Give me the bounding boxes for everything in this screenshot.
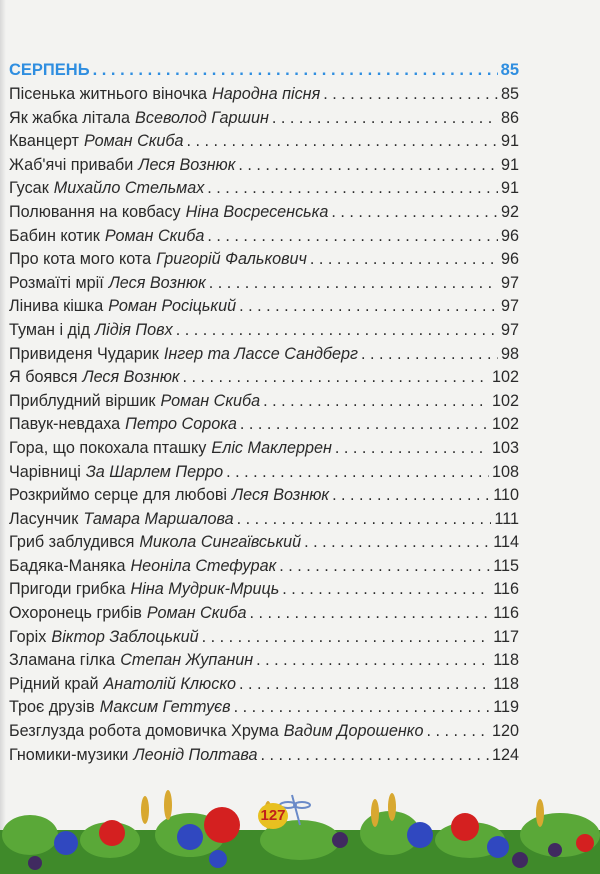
toc-entry (9, 179, 519, 203)
entry-title: Я боявся (9, 368, 78, 387)
leader-dots (331, 203, 498, 222)
leader-dots (310, 250, 498, 269)
entry-title: Туман і дід (9, 320, 91, 339)
toc-entry (9, 698, 519, 722)
entry-title: Про кота мого кота (9, 250, 152, 269)
leader-dots (234, 698, 491, 717)
entry-title: Лінива кішка (9, 297, 104, 316)
toc-entry (9, 722, 519, 746)
table-of-contents (9, 61, 519, 769)
leader-dots (238, 156, 498, 175)
leader-dots (187, 132, 498, 151)
toc-entry (9, 156, 519, 180)
leader-dots (332, 486, 490, 505)
entry-author: Віктор Заблоцький (51, 627, 199, 646)
entry-author: Еліс Маклеррен (211, 438, 332, 457)
entry-page: 102 (491, 368, 519, 387)
entry-title: Пригоди грибка (9, 580, 126, 599)
entry-title: Кванцерт (9, 132, 79, 151)
toc-entry (9, 368, 519, 392)
entry-author: Леся Вознюк (82, 368, 180, 387)
entry-author: Роман Росіцький (108, 297, 237, 316)
entry-page: 96 (500, 250, 519, 269)
leader-dots (237, 510, 492, 529)
toc-entry (9, 297, 519, 321)
entry-author: Анатолій Клюско (103, 674, 236, 693)
leader-dots (272, 109, 498, 128)
toc-entry (9, 109, 519, 133)
entry-title: Приблудний віршик (9, 391, 156, 410)
entry-author: Ніна Восресенська (185, 202, 329, 221)
entry-author: Інгер та Лассе Сандберг (163, 344, 359, 363)
entry-page: 86 (500, 108, 519, 127)
toc-entry (9, 392, 519, 416)
leader-dots (426, 722, 489, 741)
entry-page: 96 (500, 226, 519, 245)
toc-entry (9, 510, 519, 534)
entry-author: Роман Скиба (83, 132, 184, 151)
toc-entry (9, 250, 519, 274)
toc-entry (9, 533, 519, 557)
entry-page: 110 (493, 486, 519, 505)
entry-title: Пісенька житнього віночка (9, 85, 208, 103)
leader-dots (176, 321, 498, 340)
entry-title: Привиденя Чударик (9, 344, 159, 363)
section-page: 85 (500, 61, 519, 79)
entry-page: 114 (493, 533, 519, 552)
leader-dots (239, 297, 498, 316)
leader-dots (335, 439, 489, 458)
toc-entry (9, 604, 519, 628)
toc-entry (9, 580, 519, 604)
toc-entry (9, 415, 519, 439)
entry-page: 111 (494, 509, 519, 528)
leader-dots (304, 533, 490, 552)
toc-entry (9, 675, 519, 699)
entry-title: Полювання на ковбасу (9, 202, 181, 221)
entry-page: 116 (493, 604, 519, 623)
leader-dots (183, 368, 489, 387)
toc-entry (9, 463, 519, 487)
entry-page: 115 (493, 556, 519, 575)
entry-author: Петро Сорока (125, 415, 237, 434)
entry-page: 124 (491, 745, 519, 764)
leader-dots (263, 392, 489, 411)
leader-dots (226, 463, 489, 482)
entry-page: 97 (500, 297, 519, 316)
toc-entry (9, 132, 519, 156)
entry-title: Бадяка-Маняка (9, 556, 126, 575)
entry-author: Леонід Полтава (133, 745, 258, 764)
entry-title: Гусак (9, 179, 49, 198)
entry-author: Леся Вознюк (108, 273, 206, 292)
leader-dots (209, 274, 498, 293)
toc-entry (9, 321, 519, 345)
entry-page: 102 (491, 391, 519, 410)
entry-page: 91 (500, 155, 519, 174)
entry-page: 118 (493, 651, 519, 670)
entry-author: Вадим Дорошенко (283, 722, 424, 741)
entry-author: Неоніла Стефурак (130, 556, 277, 575)
entry-page: 118 (493, 674, 519, 693)
entry-author: Степан Жупанин (120, 651, 254, 670)
entry-page: 91 (500, 132, 519, 151)
entry-title: Безглузда робота домовичка Хрума (9, 722, 279, 741)
entry-title: Як жабка літала (9, 108, 131, 127)
entry-author: Лідія Повх (95, 320, 173, 339)
toc-entries (9, 85, 519, 769)
entry-author: Тамара Маршалова (83, 509, 234, 528)
toc-entry (9, 486, 519, 510)
leader-dots (207, 179, 498, 198)
leader-dots (249, 604, 490, 623)
entry-page: 102 (491, 415, 519, 434)
entry-title: Охоронець грибів (9, 604, 142, 623)
toc-entry (9, 651, 519, 675)
toc-entry (9, 85, 519, 109)
leader-dots (202, 628, 491, 647)
entry-page: 98 (500, 344, 519, 363)
toc-entry (9, 274, 519, 298)
entry-author: Михайло Стельмах (53, 179, 205, 198)
leader-dots (93, 61, 498, 80)
entry-title: Горіх (9, 627, 47, 646)
entry-page: 92 (500, 202, 519, 221)
entry-author: Максим Геттуєв (99, 698, 231, 717)
page-binding-shadow (0, 0, 6, 874)
entry-page: 103 (491, 438, 519, 457)
flowers-illustration (0, 785, 600, 874)
section-title: СЕРПЕНЬ (9, 61, 90, 79)
entry-title: Троє друзів (9, 698, 95, 717)
leader-dots (240, 415, 489, 434)
toc-entry (9, 203, 519, 227)
leader-dots (361, 345, 498, 364)
toc-entry (9, 227, 519, 251)
toc-entry (9, 746, 519, 770)
entry-title: Бабин котик (9, 226, 100, 245)
leader-dots (256, 651, 490, 670)
entry-title: Чарівниці (9, 462, 81, 481)
entry-title: Розкриймо серце для любові (9, 486, 228, 505)
entry-author: Леся Вознюк (138, 155, 236, 174)
entry-title: Гриб заблудився (9, 533, 135, 552)
entry-author: Роман Скиба (160, 391, 261, 410)
entry-page: 91 (500, 179, 519, 198)
entry-page: 120 (491, 722, 519, 741)
entry-author: Микола Сингаївський (139, 533, 302, 552)
toc-entry (9, 628, 519, 652)
entry-author: Роман Скиба (104, 226, 205, 245)
leader-dots (279, 557, 490, 576)
entry-title: Ласунчик (9, 509, 79, 528)
entry-author: Народна пісня (212, 85, 321, 103)
toc-entry (9, 439, 519, 463)
entry-title: Рідний край (9, 674, 99, 693)
entry-page: 108 (491, 462, 519, 481)
flower-border-decoration (0, 785, 600, 874)
entry-author: Всеволод Гаршин (135, 108, 269, 127)
leader-dots (323, 85, 498, 104)
entry-author: Леся Вознюк (232, 486, 330, 505)
entry-title: Гора, що покохала пташку (9, 438, 207, 457)
section-heading (9, 61, 519, 85)
entry-page: 85 (500, 85, 519, 103)
entry-title: Розмаїті мрії (9, 273, 104, 292)
leader-dots (282, 580, 490, 599)
entry-title: Гномики-музики (9, 745, 129, 764)
page-number: 127 (258, 803, 288, 829)
entry-page: 117 (493, 627, 519, 646)
entry-title: Павук-невдаха (9, 415, 121, 434)
entry-page: 119 (493, 698, 519, 717)
entry-title: Зламана гілка (9, 651, 116, 670)
entry-page: 116 (493, 580, 519, 599)
entry-author: Роман Скиба (146, 604, 247, 623)
leader-dots (260, 746, 489, 765)
toc-entry (9, 345, 519, 369)
entry-author: Ніна Мудрик-Мриць (130, 580, 280, 599)
entry-page: 97 (500, 273, 519, 292)
entry-author: Григорій Фалькович (156, 250, 307, 269)
entry-page: 97 (500, 320, 519, 339)
entry-author: За Шарлем Перро (85, 462, 224, 481)
leader-dots (207, 227, 498, 246)
leader-dots (239, 675, 490, 694)
toc-entry (9, 557, 519, 581)
entry-title: Жаб'ячі приваби (9, 155, 134, 174)
